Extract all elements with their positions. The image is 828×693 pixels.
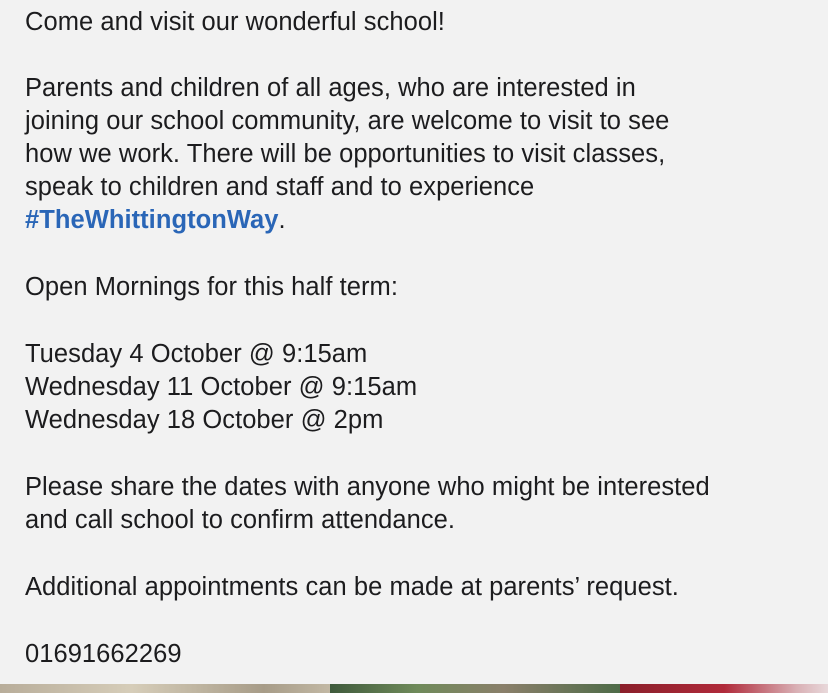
additional-appointments: Additional appointments can be made at parents’ request. [25,573,679,601]
intro-line-3: how we work. There will be opportunities to visit classes, [25,140,666,168]
date-item-3: Wednesday 18 October @ 2pm [25,406,384,434]
intro-line-2: joining our school community, are welcome to visit to see [25,107,670,135]
preview-image-left [0,684,330,693]
hashtag-line [25,204,286,237]
hashtag-link[interactable]: #TheWhittingtonWay [25,206,279,234]
post-heading: Come and visit our wonderful school! [25,8,445,36]
share-line-2: and call school to confirm attendance. [25,506,455,534]
open-mornings-heading: Open Mornings for this half term: [25,273,398,301]
preview-image-middle [330,684,620,693]
intro-line-4: speak to children and staff and to experience [25,173,535,201]
phone-number[interactable]: 01691662269 [25,640,182,668]
preview-image-right [620,684,828,693]
intro-line-1: Parents and children of all ages, who are interested in [25,74,636,102]
hashtag-suffix: . [278,206,286,234]
share-line-1: Please share the dates with anyone who might be interested [25,473,710,501]
date-item-1: Tuesday 4 October @ 9:15am [25,340,368,368]
image-preview-strip[interactable] [0,684,828,693]
date-item-2: Wednesday 11 October @ 9:15am [25,373,418,401]
